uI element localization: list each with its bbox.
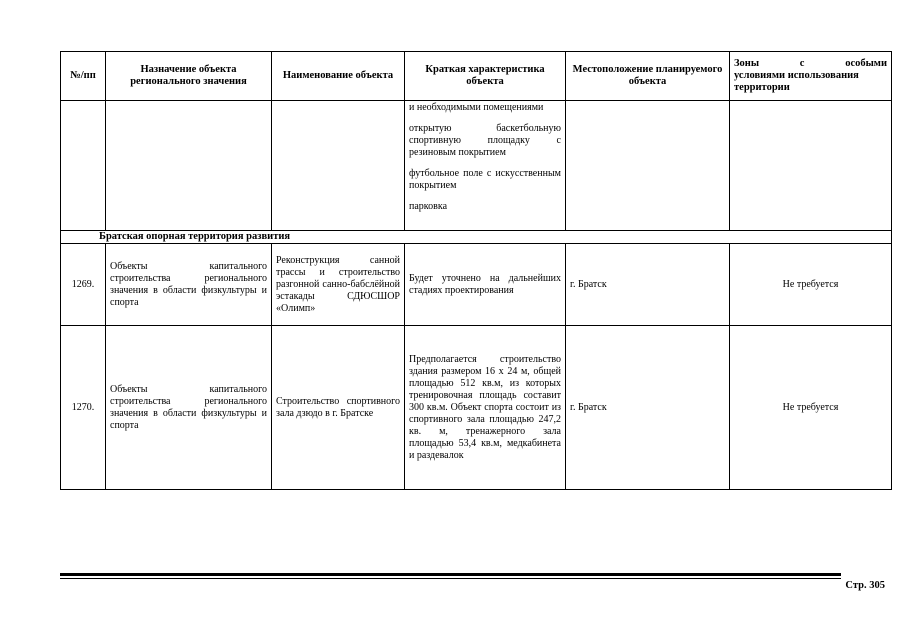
desc-part: открытую баскетбольную спортивную площадку с резиновым покрытием	[409, 123, 561, 158]
header-zones-word1: Зоны	[734, 58, 760, 69]
cell-empty	[272, 101, 405, 231]
row-location: г. Братск	[566, 326, 730, 490]
row-purpose: Объекты капитального строительства регионального значения в области физкультуры и спорта	[106, 326, 272, 490]
cell-empty	[730, 101, 892, 231]
cell-desc-continued	[405, 101, 566, 231]
row-desc: Будет уточнено на дальнейших стадиях проектирования	[405, 244, 566, 326]
page-number: Стр. 305	[845, 580, 885, 591]
header-num: №/пп	[61, 52, 106, 101]
table-header-row	[61, 52, 892, 101]
row-location: г. Братск	[566, 244, 730, 326]
row-num: 1269.	[61, 244, 106, 326]
footer-rule-thick	[60, 573, 841, 576]
row-zones: Не требуется	[730, 244, 892, 326]
row-zones: Не требуется	[730, 326, 892, 490]
header-desc: Краткая характеристика объекта	[405, 52, 566, 101]
cell-empty	[61, 101, 106, 231]
header-zones-word3: особыми	[845, 58, 887, 69]
row-num: 1270.	[61, 326, 106, 490]
cell-empty	[566, 101, 730, 231]
desc-part: парковка	[409, 201, 448, 212]
header-name: Наименование объекта	[272, 52, 405, 101]
row-name: Реконструкция санной трассы и строительство разгонной санно-бабслёйной эстакады СДЮСШОР «Олимп»	[272, 244, 405, 326]
row-purpose: Объекты капитального строительства регионального значения в области физкультуры и спорта	[106, 244, 272, 326]
header-zones-line1	[734, 58, 887, 70]
desc-part: и необходимыми помещениями	[409, 102, 544, 113]
objects-table	[60, 51, 892, 490]
section-title: Братская опорная территория развития	[61, 231, 892, 244]
row-desc: Предполагается строительство здания размером 16 х 24 м, общей площадью 512 кв.м, из которых тренировочная площадь составит 300 кв.м. Объект спорта состоит из спортивного зала площадью 247,2 кв. м, тренажерного зала площадью 53,4 кв.м, медкабинета и раздевалок	[405, 326, 566, 490]
header-location: Местоположение планируемого объекта	[566, 52, 730, 101]
table-row	[61, 326, 892, 490]
section-row	[61, 231, 892, 244]
footer-rule-thin	[60, 578, 841, 579]
table-row-continued	[61, 101, 892, 231]
header-zones	[730, 52, 892, 101]
table-row	[61, 244, 892, 326]
desc-part: футбольное поле с искусственным покрытием	[409, 168, 561, 191]
cell-empty	[106, 101, 272, 231]
header-zones-rest: условиями использования территории	[734, 70, 859, 93]
header-purpose: Назначение объекта регионального значения	[106, 52, 272, 101]
row-name: Строительство спортивного зала дзюдо в г. Братске	[272, 326, 405, 490]
header-zones-word2: с	[799, 58, 805, 69]
